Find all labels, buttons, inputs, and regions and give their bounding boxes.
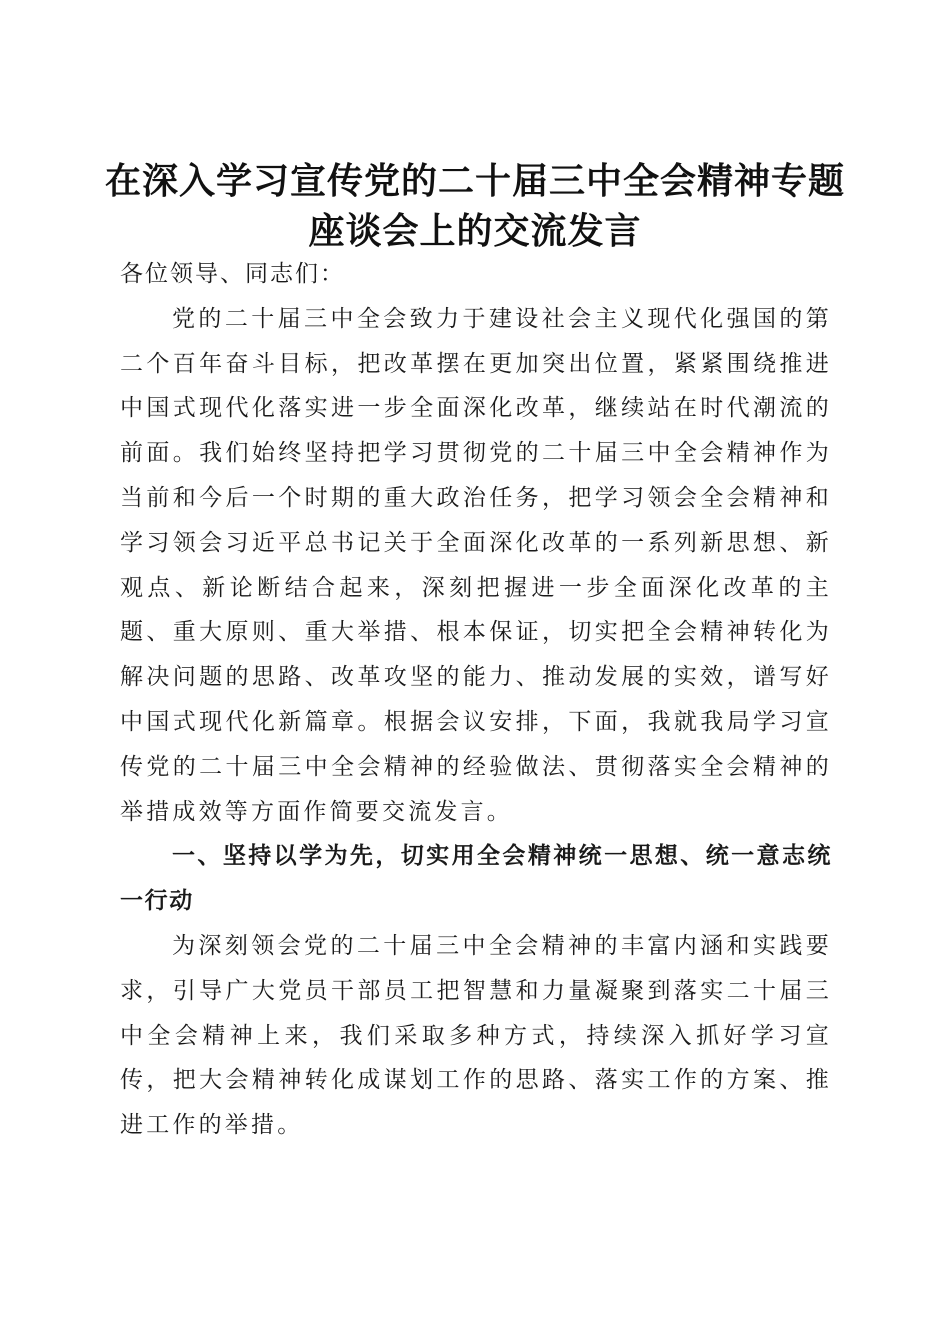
document-title-line-1: 在深入学习宣传党的二十届三中全会精神专题: [104, 160, 845, 203]
paragraph-section-1: 为深刻领会党的二十届三中全会精神的丰富内涵和实践要求，引导广大党员干部员工把智慧和力量凝聚到落实二十届三中全会精神上来，我们采取多种方式，持续深入抓好学习宣传，把大会精神转化成谋划工作的思路、落实工作的方案、推进工作的举措。: [120, 932, 832, 1139]
section-heading-1: 一、坚持以学为先，切实用全会精神统一思想、统一意志统一行动: [120, 843, 832, 915]
document-title: [60, 156, 890, 256]
salutation: 各位领导、同志们：: [120, 261, 345, 287]
paragraph-intro: 党的二十届三中全会致力于建设社会主义现代化强国的第二个百年奋斗目标，把改革摆在更加突出位置，紧紧围绕推进中国式现代化落实进一步全面深化改革，继续站在时代潮流的前面。我们始终坚持把学习贯彻党的二十届三中全会精神作为当前和今后一个时期的重大政治任务，把学习领会全会精神和学习领会习近平总书记关于全面深化改革的一系列新思想、新观点、新论断结合起来，深刻把握进一步全面深化改革的主题、重大原则、重大举措、根本保证，切实把全会精神转化为解决问题的思路、改革攻坚的能力、推动发展的实效，谱写好中国式现代化新篇章。根据会议安排，下面，我就我局学习宣传党的二十届三中全会精神的经验做法、贯彻落实全会精神的举措成效等方面作简要交流发言。: [120, 305, 832, 825]
document-title-line-2: 座谈会上的交流发言: [308, 210, 642, 253]
document-body: [120, 252, 832, 1148]
